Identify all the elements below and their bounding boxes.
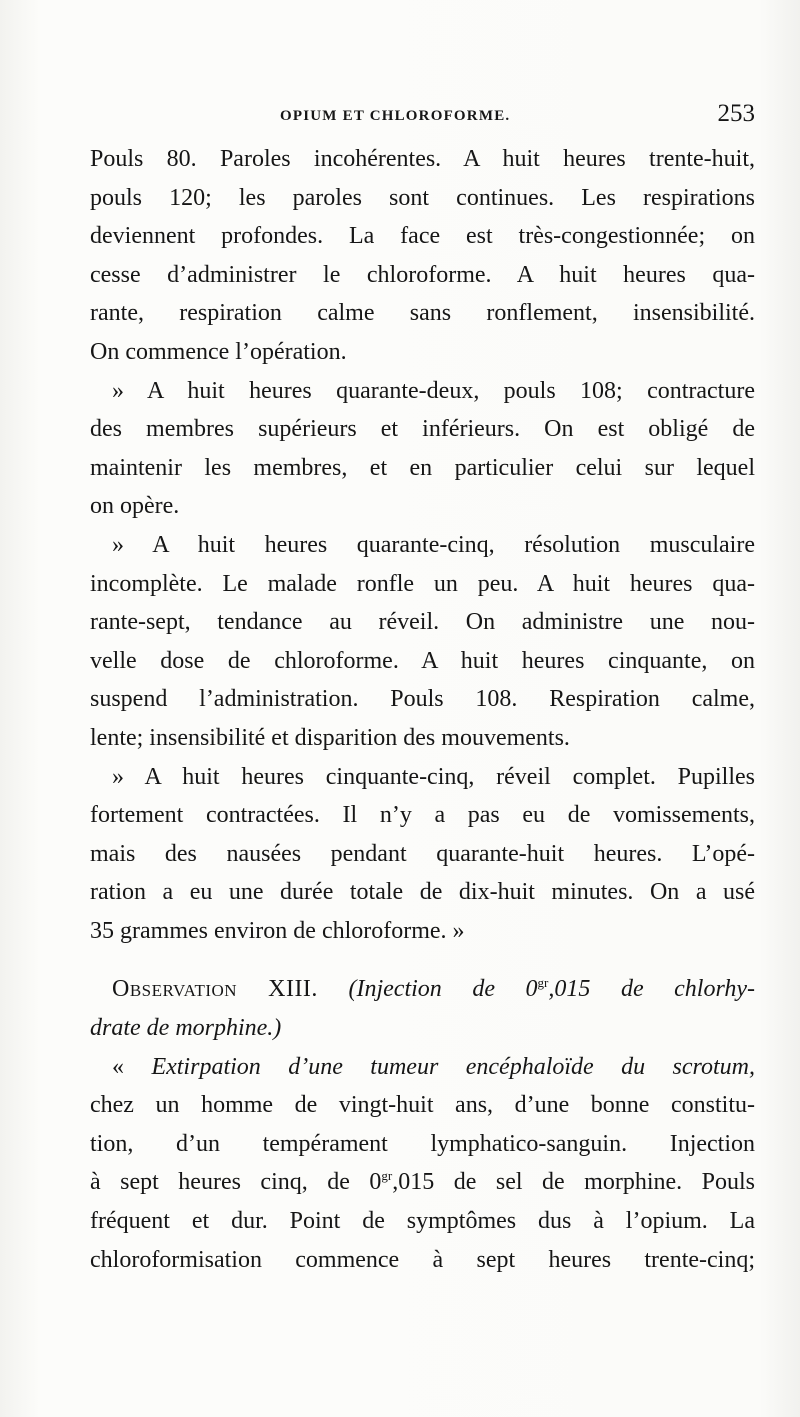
line4-sup: gr <box>381 1168 393 1184</box>
text-line: 35 grammes environ de chloroforme. » <box>90 917 465 944</box>
paragraph-5 <box>90 1048 755 1280</box>
text-line: cesse d’administrer le chloroforme. A huit heures qua- <box>90 261 755 288</box>
observation-heading <box>90 970 755 1047</box>
text-line: chloroformisation commence à sept heures trente-cinq; <box>90 1246 755 1273</box>
text-line: » A huit heures quarante-cinq, résolution musculaire <box>112 531 755 558</box>
page-body <box>90 140 755 1279</box>
paragraph-3 <box>90 526 755 758</box>
text-line: suspend l’administration. Pouls 108. Respiration calme, <box>90 686 755 713</box>
observation-sup-1: gr <box>537 975 549 991</box>
text-line: pouls 120; les paroles sont continues. Les respirations <box>90 184 755 211</box>
paragraph-2 <box>90 372 755 526</box>
page-number: 253 <box>717 100 755 127</box>
observation-italic-2: ,015 de chlorhy- <box>548 976 756 1003</box>
text-line: des membres supérieurs et inférieurs. On est obligé de <box>90 416 755 443</box>
page-header <box>90 100 755 134</box>
text-line: lente; insensibilité et disparition des mouvements. <box>90 724 570 751</box>
text-line: maintenir les membres, et en particulier celui sur lequel <box>90 454 755 481</box>
italic-lead: Extirpation d’une tumeur encéphaloïde du scrotum, <box>151 1053 756 1080</box>
text-line: on opère. <box>90 493 180 520</box>
text-line: mais des nausées pendant quarante-huit heures. L’opé- <box>90 840 755 867</box>
paragraph-4 <box>90 758 755 951</box>
text-line: deviennent profondes. La face est très-congestionnée; on <box>90 223 755 250</box>
text-line <box>90 1048 755 1087</box>
text-line: fortement contractées. Il n’y a pas eu de vomissements, <box>90 802 755 829</box>
text-line: incomplète. Le malade ronfle un peu. A huit heures qua- <box>90 570 755 597</box>
text-line: rante, respiration calme sans ronflement, insensibilité. <box>90 300 755 327</box>
observation-line-1 <box>90 970 755 1009</box>
running-title: OPIUM ET CHLOROFORME. <box>280 108 511 124</box>
text-line <box>90 1163 755 1202</box>
text-line: » A huit heures cinquante-cinq, réveil complet. Pupilles <box>112 763 755 790</box>
text-line: » A huit heures quarante-deux, pouls 108; contracture <box>112 377 755 404</box>
text-line: tion, d’un tempérament lymphatico-sanguin. Injection <box>90 1130 755 1157</box>
text-line: Pouls 80. Paroles incohérentes. A huit heures trente-huit, <box>90 146 755 172</box>
section-spacer <box>90 950 755 970</box>
line4-b: ,015 de sel de morphine. Pouls <box>392 1169 755 1196</box>
text-line: rante-sept, tendance au réveil. On administre une nou- <box>90 609 755 636</box>
text-line: velle dose de chloroforme. A huit heures cinquante, on <box>90 647 755 674</box>
open-quote: « <box>112 1053 152 1080</box>
paragraph-1 <box>90 140 755 372</box>
text-line: chez un homme de vingt-huit ans, d’une bonne constitu- <box>90 1092 755 1119</box>
observation-italic-1: (Injection de 0 <box>348 976 538 1003</box>
text-line: On commence l’opération. <box>90 338 347 365</box>
observation-label: Observation XIII. <box>112 976 318 1003</box>
text-line: ration a eu une durée totale de dix-huit minutes. On a usé <box>90 879 755 906</box>
line4-a: à sept heures cinq, de 0 <box>90 1169 382 1196</box>
text-line: fréquent et dur. Point de symptômes dus à l’opium. La <box>90 1208 755 1235</box>
observation-line-2 <box>90 1009 755 1048</box>
observation-italic-line2: drate de morphine.) <box>90 1015 282 1042</box>
